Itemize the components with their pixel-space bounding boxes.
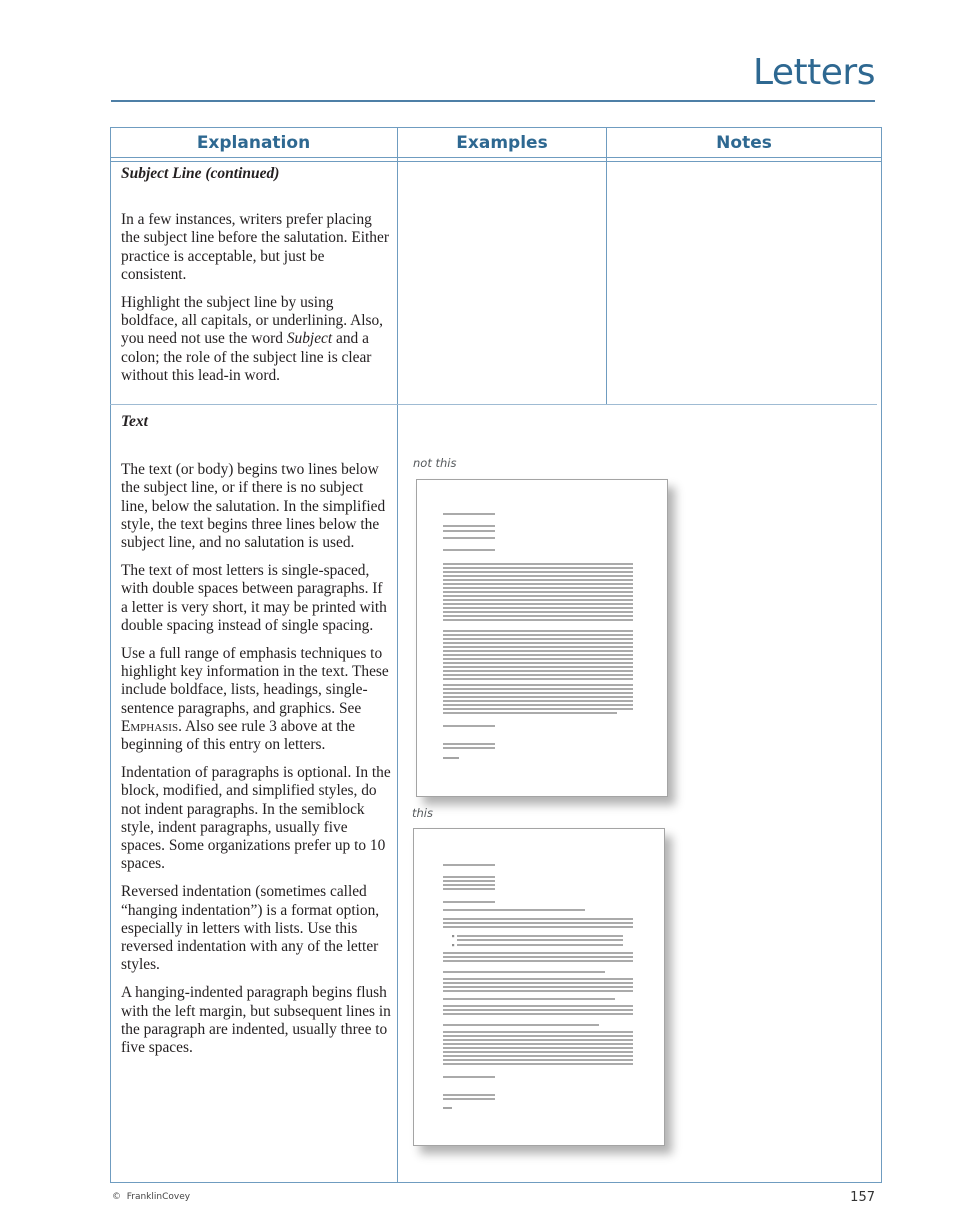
- letter-thumbnail-lines-not-this: [417, 480, 667, 796]
- text-section: [121, 413, 393, 1067]
- text-paragraph-2: The text of most letters is single-spaced, with double spaces between paragraphs. If a letter is very short, it may be printed with double spacing instead of single spacing.: [121, 562, 387, 634]
- header-rule-bottom: [110, 161, 882, 162]
- text-paragraph-3-rest: . Also see rule 3 above at the beginning of this entry on letters.: [121, 717, 356, 754]
- subject-line-paragraph-2-rest: and a colon; the role of the subject line is clear without this lead-in word.: [121, 330, 372, 384]
- not-this-label: not this: [413, 456, 457, 470]
- footer-copyright: [112, 1192, 190, 1202]
- page-number: 157: [850, 1190, 875, 1205]
- title-rule: [111, 100, 875, 102]
- header-rule-top: [110, 157, 882, 158]
- publisher-name: FranklinCovey: [126, 1192, 191, 1202]
- subject-line-paragraph-2-text: Highlight the subject line by using boldface, all capitals, or underlining. Also, you need not use the word: [121, 294, 384, 348]
- text-paragraph-5: Reversed indentation (sometimes called “hanging indentation”) is a format option, especially in letters with lists. Use this reversed indentation with any of the letter styles.: [121, 883, 380, 974]
- column-divider-explanation: [397, 127, 398, 1183]
- subject-line-heading: Subject Line (continued): [121, 165, 280, 182]
- bullet-icon: [452, 935, 454, 937]
- column-divider-examples: [606, 127, 607, 404]
- copyright-symbol: ©: [112, 1192, 121, 1202]
- subject-line-paragraph-2: [121, 294, 393, 385]
- letter-example-not-this: [416, 479, 668, 797]
- this-label: this: [412, 806, 433, 820]
- text-paragraph-3-text: Use a full range of emphasis techniques to highlight key information in the text. These include boldface, lists, headings, single-sentence paragraphs, and graphics. See: [121, 645, 389, 717]
- text-paragraph-4: Indentation of paragraphs is optional. In the block, modified, and simplified styles, do not indent paragraphs. In the semiblock style, indent paragraphs, usually five spaces. Some organizations prefer up to 10 spaces.: [121, 764, 391, 873]
- subject-word: Subject: [286, 330, 333, 348]
- row-divider: [110, 404, 877, 405]
- text-paragraph-3: [121, 645, 393, 754]
- bullet-icon: [452, 944, 454, 946]
- subject-line-paragraph-1: In a few instances, writers prefer placing the subject line before the salutation. Either practice is acceptable, but just be consistent.: [121, 211, 389, 283]
- page-title: Letters: [752, 52, 875, 93]
- subject-line-section: [121, 165, 393, 395]
- emphasis-cross-reference: Emphasis: [121, 717, 179, 735]
- header-examples: Examples: [456, 133, 548, 153]
- text-paragraph-6: A hanging-indented paragraph begins flush with the left margin, but subsequent lines in the paragraph are indented, usually three to five spaces.: [121, 984, 391, 1057]
- letter-thumbnail-lines-this: [414, 829, 664, 1145]
- text-heading: Text: [121, 413, 148, 430]
- header-explanation: Explanation: [196, 133, 311, 153]
- header-notes: Notes: [716, 133, 772, 153]
- text-paragraph-1: The text (or body) begins two lines below the subject line, or if there is no subject line, below the salutation. In the simplified style, the text begins three lines below the subject line, and no salutation is used.: [121, 461, 386, 552]
- letter-example-this: [413, 828, 665, 1146]
